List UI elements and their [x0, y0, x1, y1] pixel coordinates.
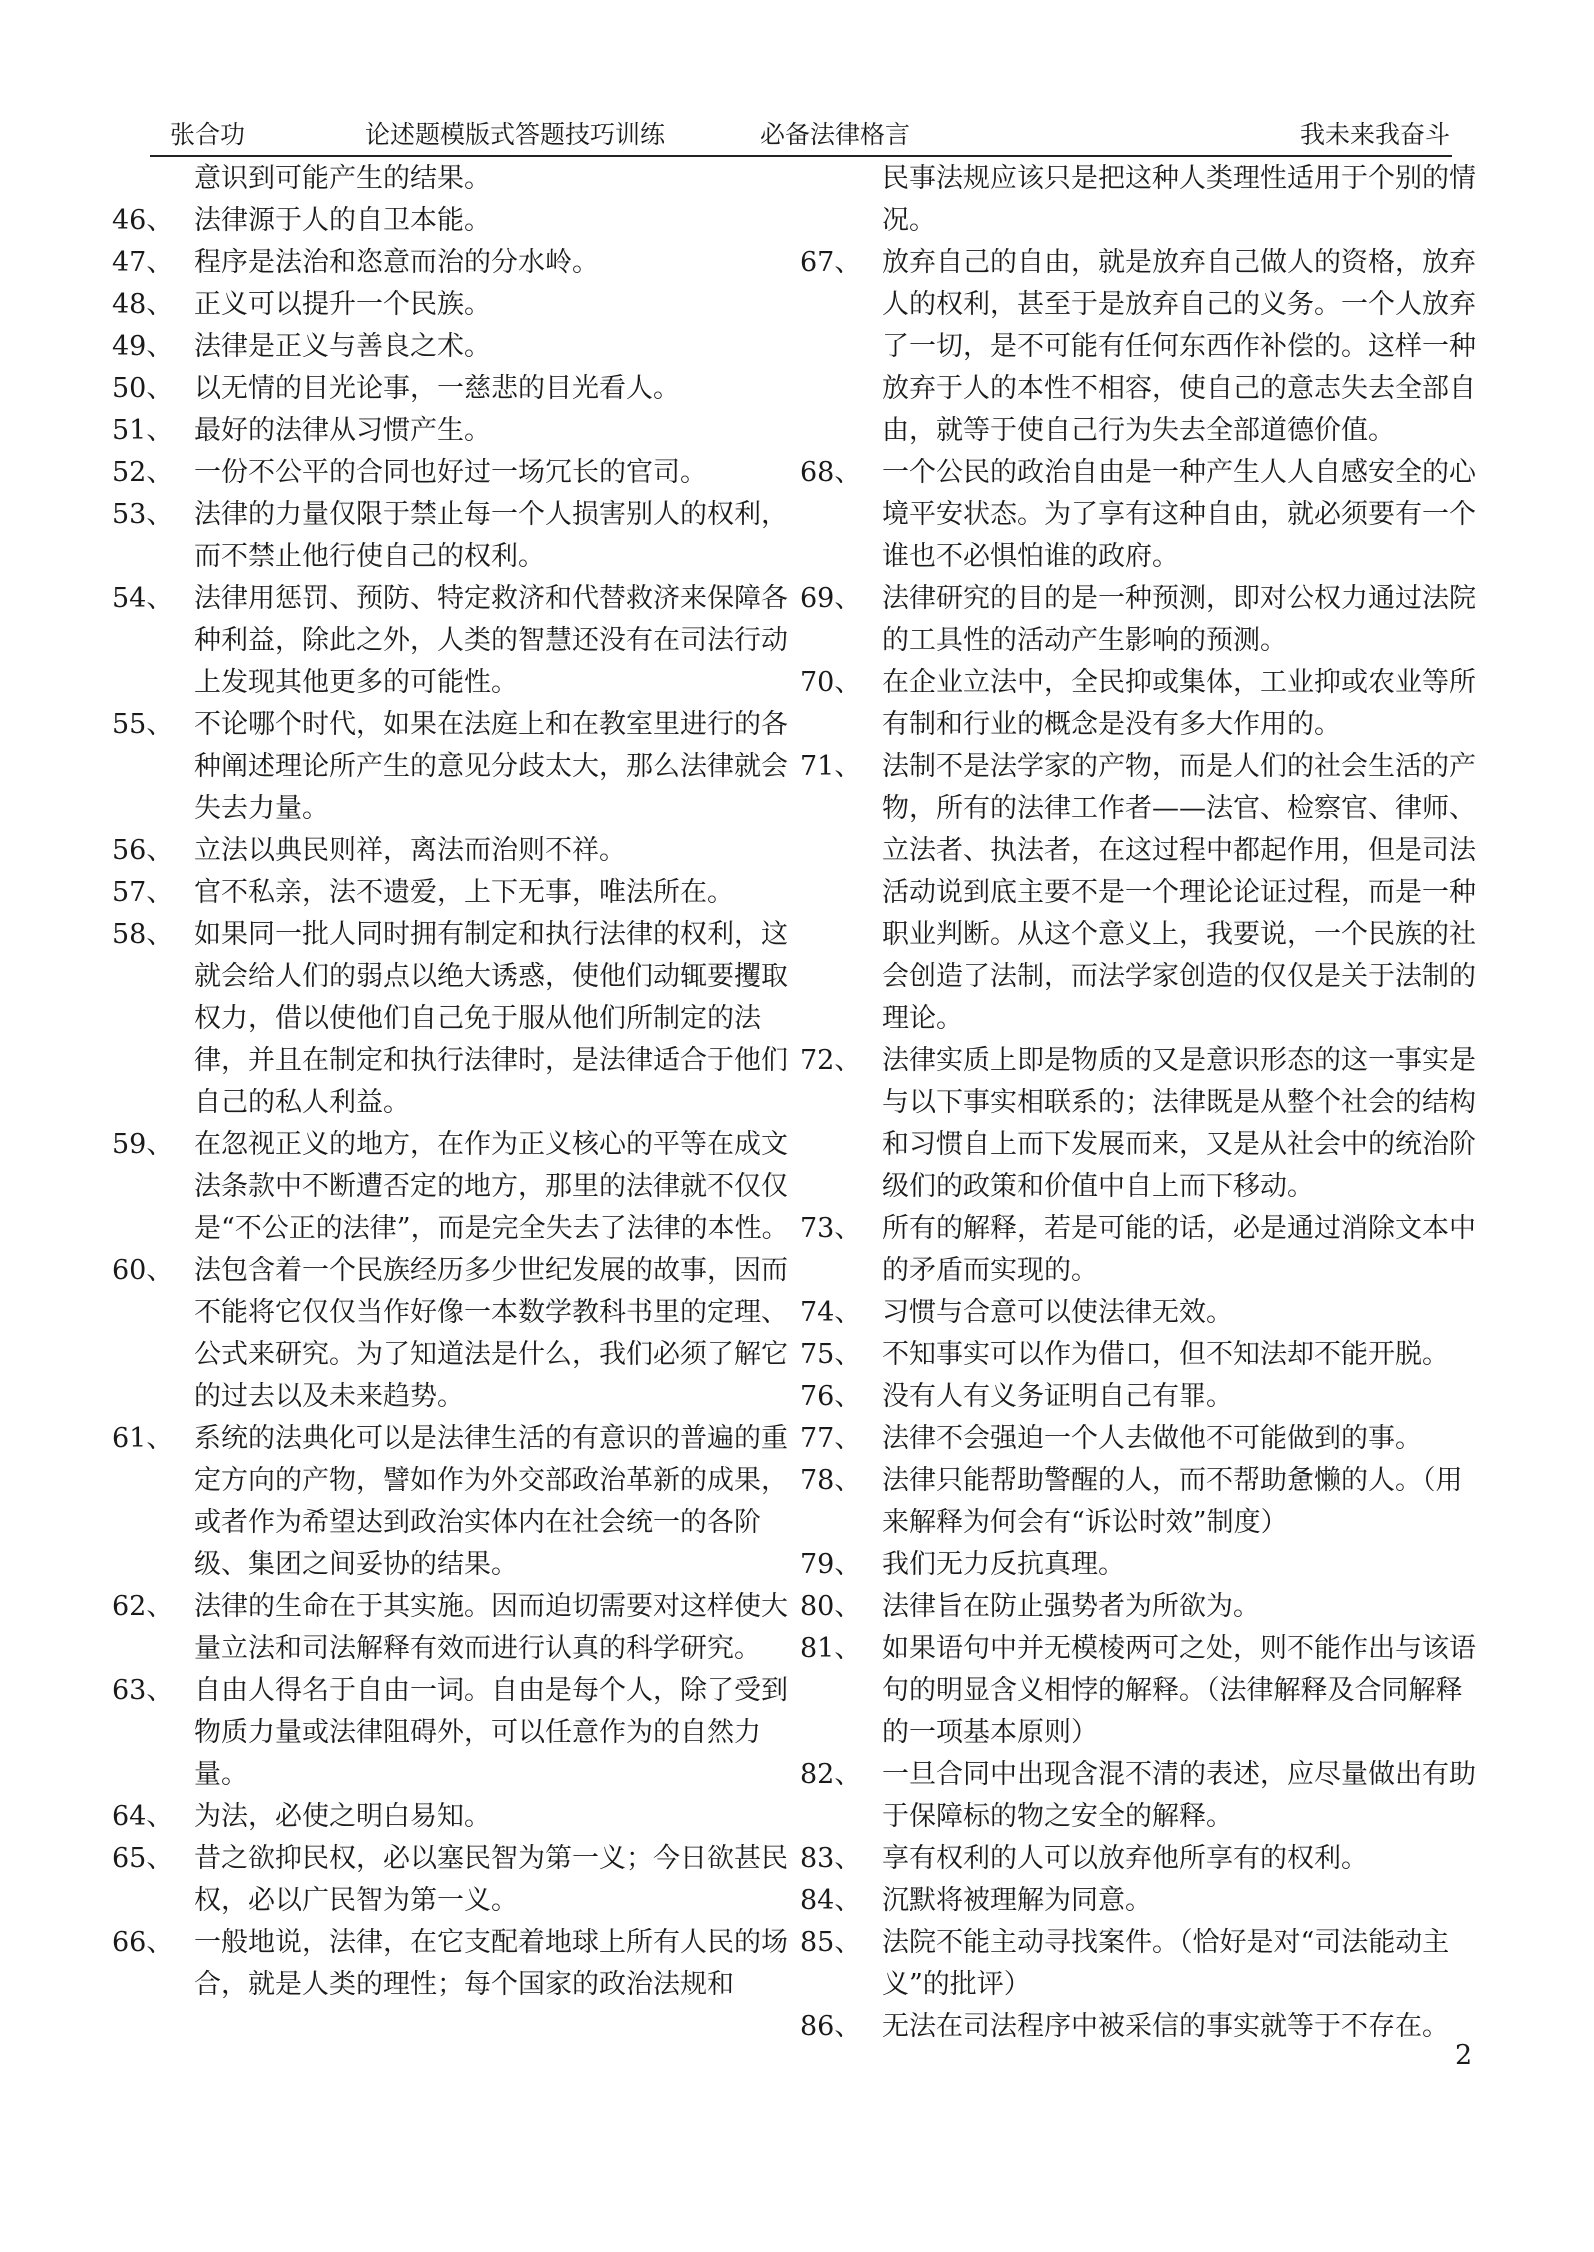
maxim-continuation	[112, 158, 792, 200]
maxim-item	[800, 1838, 1480, 1880]
maxim-item	[800, 1460, 1480, 1544]
maxim-number: 75、	[800, 1339, 862, 1370]
maxim-number: 48、	[112, 289, 174, 320]
maxim-text: 法律不会强迫一个人去做他不可能做到的事。	[882, 1423, 1422, 1454]
maxim-text: 放弃自己的自由，就是放弃自己做人的资格，放弃人的权利，甚至于是放弃自己的义务。一个人放弃了一切，是不可能有任何东西作补偿的。这样一种放弃于人的本性不相容，使自己的意志失去全部自由，就等于使自己行为失去全部道德价值。	[882, 247, 1476, 446]
maxim-item	[112, 452, 792, 494]
maxim-number: 60、	[112, 1255, 174, 1286]
maxim-number: 69、	[800, 583, 862, 614]
maxim-text: 没有人有义务证明自己有罪。	[882, 1381, 1233, 1412]
maxim-item	[112, 830, 792, 872]
maxim-item	[112, 1250, 792, 1418]
maxim-text: 法律的生命在于其实施。因而迫切需要对这样使大量立法和司法解释有效而进行认真的科学研究。	[194, 1591, 788, 1664]
maxim-text: 享有权利的人可以放弃他所享有的权利。	[882, 1843, 1368, 1874]
maxim-text: 意识到可能产生的结果。	[194, 163, 491, 194]
maxim-text: 自由人得名于自由一词。自由是每个人，除了受到物质力量或法律阻碍外，可以任意作为的自然力量。	[194, 1675, 788, 1790]
maxim-text: 法律旨在防止强势者为所欲为。	[882, 1591, 1260, 1622]
maxim-text: 为法，必使之明白易知。	[194, 1801, 491, 1832]
maxim-number: 85、	[800, 1927, 862, 1958]
maxim-item	[112, 914, 792, 1124]
maxim-number: 77、	[800, 1423, 862, 1454]
maxim-number: 66、	[112, 1927, 174, 1958]
maxim-item	[112, 872, 792, 914]
maxim-text: 系统的法典化可以是法律生活的有意识的普遍的重定方向的产物，譬如作为外交部政治革新的成果，或者作为希望达到政治实体内在社会统一的各阶级、集团之间妥协的结果。	[194, 1423, 788, 1580]
maxim-text: 以无情的目光论事，一慈悲的目光看人。	[194, 373, 680, 404]
maxim-text: 法律是正义与善良之术。	[194, 331, 491, 362]
maxim-text: 不论哪个时代，如果在法庭上和在教室里进行的各种阐述理论所产生的意见分歧太大，那么法律就会失去力量。	[194, 709, 788, 824]
maxim-number: 51、	[112, 415, 174, 446]
maxim-number: 47、	[112, 247, 174, 278]
maxim-text: 法律实质上即是物质的又是意识形态的这一事实是与以下事实相联系的；法律既是从整个社会的结构和习惯自上而下发展而来，又是从社会中的统治阶级们的政策和价值中自上而下移动。	[882, 1045, 1476, 1202]
maxim-number: 46、	[112, 205, 174, 236]
maxim-text: 一旦合同中出现含混不清的表述，应尽量做出有助于保障标的物之安全的解释。	[882, 1759, 1476, 1832]
maxim-text: 习惯与合意可以使法律无效。	[882, 1297, 1233, 1328]
maxim-item	[112, 200, 792, 242]
maxim-text: 法律只能帮助警醒的人，而不帮助惫懒的人。（用来解释为何会有“诉讼时效”制度）	[882, 1465, 1463, 1538]
maxim-item	[800, 1040, 1480, 1208]
maxim-item	[112, 1670, 792, 1796]
maxim-item	[112, 578, 792, 704]
maxim-number: 49、	[112, 331, 174, 362]
section-title: 必备法律格言	[760, 120, 911, 149]
maxim-text: 立法以典民则祥，离法而治则不祥。	[194, 835, 626, 866]
maxim-text: 民事法规应该只是把这种人类理性适用于个别的情况。	[882, 163, 1476, 236]
maxim-text: 如果同一批人同时拥有制定和执行法律的权利，这就会给人们的弱点以绝大诱惑，使他们动辄要攫取权力，借以使他们自己免于服从他们所制定的法律，并且在制定和执行法律时，是法律适合于他们自己的私人利益。	[194, 919, 788, 1118]
maxim-item	[112, 326, 792, 368]
maxim-item	[800, 1628, 1480, 1754]
maxim-item	[112, 494, 792, 578]
maxim-number: 78、	[800, 1465, 862, 1496]
maxim-item	[112, 368, 792, 410]
author-name: 张合功	[170, 120, 246, 149]
maxim-item	[800, 1586, 1480, 1628]
maxim-number: 70、	[800, 667, 862, 698]
maxim-number: 64、	[112, 1801, 174, 1832]
maxim-item	[112, 1922, 792, 2006]
maxim-text: 最好的法律从习惯产生。	[194, 415, 491, 446]
maxim-text: 在忽视正义的地方，在作为正义核心的平等在成文法条款中不断遭否定的地方，那里的法律就不仅仅是“不公正的法律”，而是完全失去了法律的本性。	[194, 1129, 789, 1244]
maxim-text: 不知事实可以作为借口，但不知法却不能开脱。	[882, 1339, 1449, 1370]
maxim-number: 62、	[112, 1591, 174, 1622]
maxim-item	[112, 410, 792, 452]
maxim-text: 法制不是法学家的产物，而是人们的社会生活的产物，所有的法律工作者——法官、检察官、律师、立法者、执法者，在这过程中都起作用，但是司法活动说到底主要不是一个理论论证过程，而是一种职业判断。从这个意义上，我要说，一个民族的社会创造了法制，而法学家创造的仅仅是关于法制的理论。	[882, 751, 1476, 1034]
maxim-item	[112, 1796, 792, 1838]
maxim-text: 如果语句中并无模棱两可之处，则不能作出与该语句的明显含义相悖的解释。（法律解释及合同解释的一项基本原则）	[882, 1633, 1476, 1748]
maxim-text: 官不私亲，法不遗爱，上下无事，唯法所在。	[194, 877, 734, 908]
maxim-item	[800, 452, 1480, 578]
maxim-number: 80、	[800, 1591, 862, 1622]
maxim-number: 55、	[112, 709, 174, 740]
maxim-item	[800, 1544, 1480, 1586]
document-title: 论述题模版式答题技巧训练	[365, 120, 666, 149]
left-column	[112, 158, 792, 2006]
maxim-text: 法律用惩罚、预防、特定救济和代替救济来保障各种利益，除此之外，人类的智慧还没有在司法行动上发现其他更多的可能性。	[194, 583, 788, 698]
maxim-number: 82、	[800, 1759, 862, 1790]
maxim-number: 58、	[112, 919, 174, 950]
maxim-number: 50、	[112, 373, 174, 404]
maxim-text: 沉默将被理解为同意。	[882, 1885, 1152, 1916]
right-column	[800, 158, 1480, 2048]
maxim-number: 53、	[112, 499, 174, 530]
page-header	[150, 118, 1450, 152]
maxim-item	[112, 242, 792, 284]
maxim-item	[800, 1754, 1480, 1838]
maxim-text: 法律研究的目的是一种预测，即对公权力通过法院的工具性的活动产生影响的预测。	[882, 583, 1476, 656]
maxim-text: 一个公民的政治自由是一种产生人人自感安全的心境平安状态。为了享有这种自由，就必须要有一个谁也不必惧怕谁的政府。	[882, 457, 1476, 572]
maxim-item	[112, 1418, 792, 1586]
maxim-text: 法律的力量仅限于禁止每一个人损害别人的权利，而不禁止他行使自己的权利。	[194, 499, 788, 572]
maxim-item	[112, 1586, 792, 1670]
maxim-item	[112, 704, 792, 830]
maxim-item	[800, 578, 1480, 662]
maxim-number: 68、	[800, 457, 862, 488]
maxim-number: 73、	[800, 1213, 862, 1244]
header-divider	[150, 155, 1452, 157]
maxim-number: 71、	[800, 751, 862, 782]
maxim-item	[112, 1124, 792, 1250]
maxim-text: 一份不公平的合同也好过一场冗长的官司。	[194, 457, 707, 488]
maxim-item	[800, 1208, 1480, 1292]
maxim-text: 正义可以提升一个民族。	[194, 289, 491, 320]
maxim-number: 65、	[112, 1843, 174, 1874]
maxim-item	[800, 1292, 1480, 1334]
maxim-number: 57、	[112, 877, 174, 908]
maxim-number: 76、	[800, 1381, 862, 1412]
maxim-item	[800, 1880, 1480, 1922]
maxim-number: 72、	[800, 1045, 862, 1076]
maxim-text: 无法在司法程序中被采信的事实就等于不存在。	[882, 2011, 1449, 2042]
maxim-number: 84、	[800, 1885, 862, 1916]
maxim-number: 79、	[800, 1549, 862, 1580]
maxim-text: 程序是法治和恣意而治的分水岭。	[194, 247, 599, 278]
maxim-text: 在企业立法中，全民抑或集体，工业抑或农业等所有制和行业的概念是没有多大作用的。	[882, 667, 1476, 740]
maxim-item	[112, 1838, 792, 1922]
maxim-item	[800, 1376, 1480, 1418]
maxim-number: 83、	[800, 1843, 862, 1874]
maxim-text: 一般地说，法律，在它支配着地球上所有人民的场合，就是人类的理性；每个国家的政治法规和	[194, 1927, 788, 2000]
maxim-number: 59、	[112, 1129, 174, 1160]
maxim-item	[800, 1334, 1480, 1376]
maxim-number: 52、	[112, 457, 174, 488]
maxim-text: 法院不能主动寻找案件。（恰好是对“司法能动主义”的批评）	[882, 1927, 1450, 2000]
maxim-text: 昔之欲抑民权，必以塞民智为第一义；今日欲甚民权，必以广民智为第一义。	[194, 1843, 788, 1916]
maxim-item	[112, 284, 792, 326]
maxim-item	[800, 1922, 1480, 2006]
maxim-continuation	[800, 158, 1480, 242]
maxim-number: 67、	[800, 247, 862, 278]
maxim-number: 63、	[112, 1675, 174, 1706]
header-motto: 我未来我奋斗	[1299, 120, 1450, 149]
maxim-text: 法律源于人的自卫本能。	[194, 205, 491, 236]
maxim-item	[800, 2006, 1480, 2048]
maxim-number: 54、	[112, 583, 174, 614]
maxim-text: 所有的解释，若是可能的话，必是通过消除文本中的矛盾而实现的。	[882, 1213, 1476, 1286]
maxim-number: 86、	[800, 2011, 862, 2042]
maxim-item	[800, 746, 1480, 1040]
maxim-number: 56、	[112, 835, 174, 866]
maxim-text: 我们无力反抗真理。	[882, 1549, 1125, 1580]
maxim-item	[800, 662, 1480, 746]
maxim-number: 74、	[800, 1297, 862, 1328]
maxim-number: 81、	[800, 1633, 862, 1664]
maxim-item	[800, 242, 1480, 452]
maxim-number: 61、	[112, 1423, 174, 1454]
page-number: 2	[1455, 2040, 1473, 2071]
maxim-text: 法包含着一个民族经历多少世纪发展的故事，因而不能将它仅仅当作好像一本数学教科书里的定理、公式来研究。为了知道法是什么，我们必须了解它的过去以及未来趋势。	[194, 1255, 788, 1412]
maxim-item	[800, 1418, 1480, 1460]
